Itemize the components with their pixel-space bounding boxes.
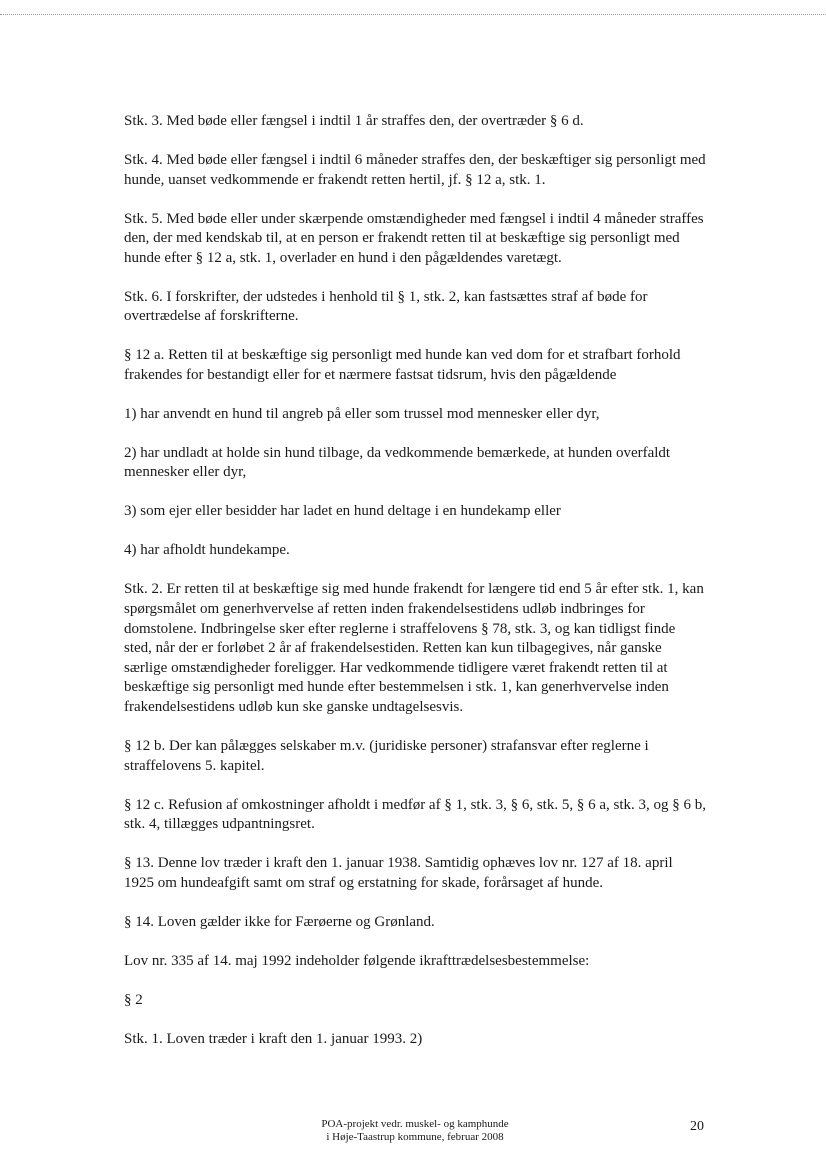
paragraph-stk-6: Stk. 6. I forskrifter, der udstedes i henhold til § 1, stk. 2, kan fastsættes straf af bøde for overtrædelse af forskrifterne. — [124, 288, 648, 325]
footer-text — [270, 1118, 560, 1144]
list-item-2: 2) har undladt at holde sin hund tilbage, da vedkommende bemærkede, at hunden overfaldt mennesker eller dyr, — [124, 444, 671, 481]
list-item-3: 3) som ejer eller besidder har ladet en hund deltage i en hundekamp eller — [124, 503, 561, 520]
paragraph-section-2: § 2 — [124, 991, 143, 1008]
paragraph-stk-4: Stk. 4. Med bøde eller fængsel i indtil 6 måneder straffes den, der beskæftiger sig personligt med hunde, uanset vedkommende er frakendt retten hertil, jf. § 12 a, stk. 1. — [124, 151, 706, 188]
list-item-1: 1) har anvendt en hund til angreb på eller som trussel mod mennesker eller dyr, — [124, 405, 600, 422]
footer-line-municipality: i Høje-Taastrup kommune, februar 2008 — [326, 1131, 504, 1143]
scan-edge-line — [0, 14, 826, 15]
footer-line-project: POA-projekt vedr. muskel- og kamphunde — [321, 1118, 509, 1130]
paragraph-stk-2: Stk. 2. Er retten til at beskæftige sig med hunde frakendt for længere tid end 5 år efter stk. 1, kan spørgsmålet om generhvervelse af retten inden frakendelsestidens udløb indbringes for domstolene. Indbringelse sker efter reglerne i straffelovens § 78, stk. 3, og kan tidligst finde sted, når der er forløbet 2 år af frakendelsestiden. Retten kan kun tilbagegives, når ganske særlige omstændigheder foreligger. Har vedkommende tidligere været frakendt retten til at beskæftige sig personligt med hunde efter bestemmelsen i stk. 1, kan generhvervelse inden frakendelsestidens udløb kun ske ganske undtagelsesvis. — [124, 581, 704, 715]
list-item-4: 4) har afholdt hundekampe. — [124, 542, 290, 559]
paragraph-law-reference: Lov nr. 335 af 14. maj 1992 indeholder følgende ikrafttrædelsesbestemmelse: — [124, 952, 590, 969]
document-body — [124, 112, 706, 1069]
paragraph-section-12b: § 12 b. Der kan pålægges selskaber m.v. (juridiske personer) strafansvar efter reglerne i straffelovens 5. kapitel. — [124, 737, 649, 774]
paragraph-section-12a: § 12 a. Retten til at beskæftige sig personligt med hunde kan ved dom for et strafbart forhold frakendes for bestandigt eller for et nærmere fastsat tidsrum, hvis den pågældende — [124, 347, 681, 383]
paragraph-section-12c: § 12 c. Refusion af omkostninger afholdt i medfør af § 1, stk. 3, § 6, stk. 5, § 6 a, stk. 3, og § 6 b, stk. 4, tillægges udpantningsret. — [124, 796, 707, 833]
paragraph-section-13: § 13. Denne lov træder i kraft den 1. januar 1938. Samtidig ophæves lov nr. 127 af 18. april 1925 om hundeafgift samt om straf og erstatning for skade, forårsaget af hunde. — [124, 855, 673, 891]
page-footer — [0, 1118, 826, 1158]
paragraph-section-14: § 14. Loven gælder ikke for Færøerne og Grønland. — [124, 913, 435, 930]
paragraph-stk-3: Stk. 3. Med bøde eller fængsel i indtil 1 år straffes den, der overtræder § 6 d. — [124, 113, 584, 129]
paragraph-stk-5: Stk. 5. Med bøde eller under skærpende omstændigheder med fængsel i indtil 4 måneder straffes den, der med kendskab til, at en person er frakendt retten til at beskæftige sig personligt med hunde efter § 12 a, stk. 1, overlader en hund i den pågældendes varetægt. — [124, 210, 704, 266]
page-number: 20 — [690, 1119, 704, 1134]
paragraph-stk-1: Stk. 1. Loven træder i kraft den 1. januar 1993. 2) — [124, 1030, 423, 1047]
